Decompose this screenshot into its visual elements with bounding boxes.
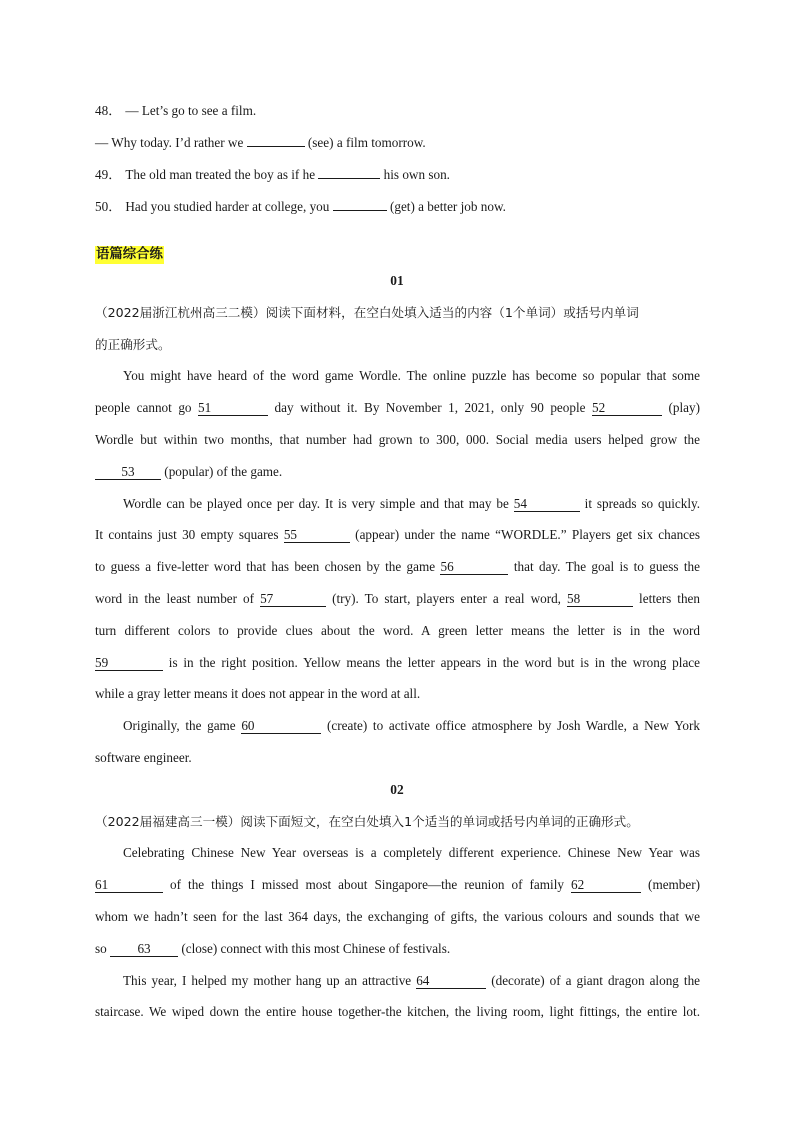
passage-line: whom we hadn’t seen for the last 364 days, the exchanging of gifts, the various colours and sounds that we (95, 909, 700, 924)
question-text: — Let’s go to see a film. (125, 103, 257, 118)
question-text: his own son. (383, 167, 450, 182)
question-48 (95, 102, 700, 120)
answer-blank[interactable]: 60 (241, 719, 321, 734)
answer-blank[interactable]: 51 (198, 401, 268, 416)
answer-blank[interactable]: 52 (592, 401, 662, 416)
passage-number: 01 (390, 273, 404, 288)
passage-line: Originally, the game 60 (create) to activate office atmosphere by Josh Wardle, a New York (123, 718, 700, 733)
answer-blank[interactable]: 54 (514, 497, 580, 512)
passage-line: word in the least number of 57 (try). To start, players enter a real word, 58 letters then (95, 591, 700, 606)
answer-blank[interactable]: 59 (95, 656, 163, 671)
passage-line: Wordle but within two months, that number had grown to 300, 000. Social media users helped grow the (95, 432, 700, 447)
passage-line: people cannot go 51 day without it. By November 1, 2021, only 90 people 52 (play) (95, 400, 700, 415)
passage-line: This year, I helped my mother hang up an attractive 64 (decorate) of a giant dragon along the (123, 973, 700, 988)
answer-blank[interactable] (333, 210, 387, 211)
passage-line: Wordle can be played once per day. It is very simple and that may be 54 it spreads so quickly. (123, 496, 700, 511)
passage-line: while a gray letter means it does not appear in the word at all. (95, 686, 421, 701)
question-text: The old man treated the boy as if he (125, 167, 316, 182)
answer-blank[interactable] (247, 146, 305, 147)
passage-line: 61 of the things I missed most about Singapore—the reunion of family 62 (member) (95, 877, 700, 892)
passage-line: 53 (popular) of the game. (95, 463, 700, 481)
question-50 (95, 198, 700, 216)
question-text: Had you studied harder at college, you (125, 199, 330, 214)
answer-blank[interactable]: 53 (95, 465, 161, 480)
passage-line: turn different colors to provide clues about the word. A green letter means the letter is in the word (95, 623, 700, 638)
passage-line: Celebrating Chinese New Year overseas is a completely different experience. Chinese New Year was (123, 845, 700, 860)
passage-instruction: （2022届福建高三一模）阅读下面短文，在空白处填入1个适当的单词或括号内单词的正确形式。 (95, 814, 639, 829)
answer-blank[interactable]: 62 (571, 878, 641, 893)
passage-instruction: （2022届浙江杭州高三二模）阅读下面材料，在空白处填入适当的内容（1个单词）或括号内单词 (95, 305, 639, 320)
question-48-reply (95, 134, 700, 152)
passage-line: You might have heard of the word game Wordle. The online puzzle has become so popular that some (123, 368, 700, 383)
answer-blank[interactable]: 58 (567, 592, 633, 607)
passage-line: It contains just 30 empty squares 55 (appear) under the name “WORDLE.” Players get six chances (95, 527, 700, 542)
answer-blank[interactable]: 64 (416, 974, 486, 989)
answer-blank[interactable]: 57 (260, 592, 326, 607)
passage-line: so 63 (close) connect with this most Chinese of festivals. (95, 941, 451, 956)
passage-line: software engineer. (95, 750, 192, 765)
question-hint: (see) a film tomorrow. (307, 135, 426, 150)
answer-blank[interactable]: 56 (440, 560, 508, 575)
question-49 (95, 166, 700, 184)
question-number: 49． (95, 167, 122, 182)
question-number: 50． (95, 199, 122, 214)
question-text: (get) a better job now. (389, 199, 506, 214)
answer-blank[interactable]: 55 (284, 528, 350, 543)
passage-line: staircase. We wiped down the entire house together-the kitchen, the living room, light fittings, the entire lot. (95, 1004, 700, 1019)
answer-blank[interactable]: 61 (95, 878, 163, 893)
question-text: — Why today. I’d rather we (95, 135, 244, 150)
passage-line: to guess a five-letter word that has been chosen by the game 56 that day. The goal is to guess the (95, 559, 700, 574)
question-number: 48． (95, 103, 122, 118)
passage-line: 59 is in the right position. Yellow means the letter appears in the word but is in the wrong place (95, 655, 700, 670)
passage-instruction: 的正确形式。 (95, 337, 171, 352)
answer-blank[interactable]: 63 (110, 942, 178, 957)
answer-blank[interactable] (318, 178, 380, 179)
section-heading: 语篇综合练 (96, 247, 163, 262)
passage-number: 02 (390, 782, 404, 797)
